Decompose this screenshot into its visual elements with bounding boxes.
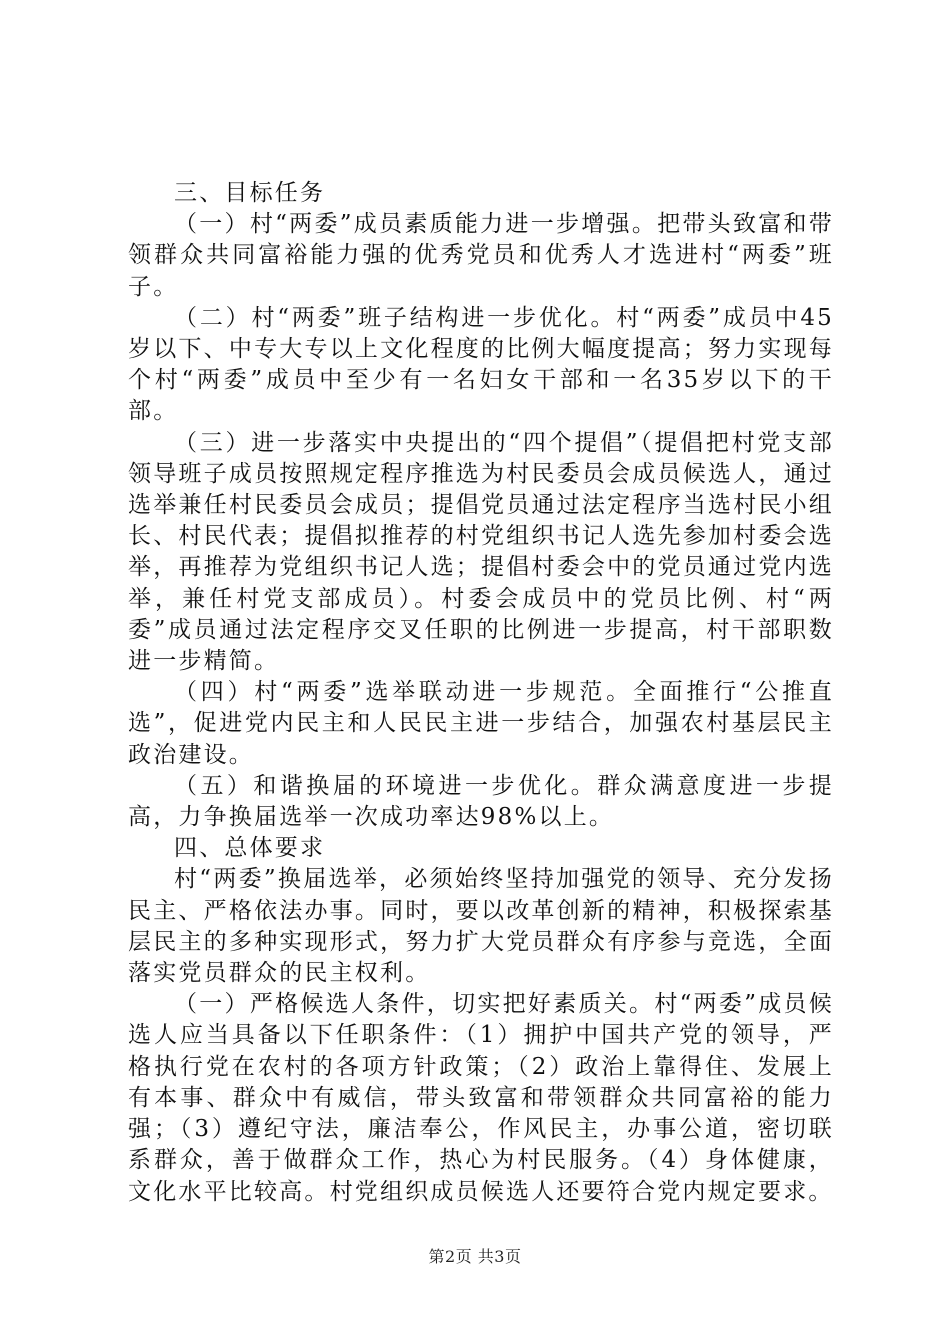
paragraph-target-4: （四）村“两委”选举联动进一步规范。全面推行“公推直选”，促进党内民主和人民民主进一步结合，加强农村基层民主政治建设。	[128, 679, 834, 768]
section-heading-targets: 三、目标任务	[174, 180, 326, 206]
document-body	[128, 178, 834, 1208]
page-footer: 第2页 共3页	[428, 1247, 522, 1266]
paragraph-target-1: （一）村“两委”成员素质能力进一步增强。把带头致富和带领群众共同富裕能力强的优秀党员和优秀人才选进村“两委”班子。	[128, 211, 834, 300]
paragraph-target-3: （三）进一步落实中央提出的“四个提倡”（提倡把村党支部领导班子成员按照规定程序推选为村民委员会成员候选人，通过选举兼任村民委员会成员；提倡党员通过法定程序当选村民小组长、村民代表；提倡拟推荐的村党组织书记人选先参加村委会选举，再推荐为党组织书记人选；提倡村委会中的党员通过党内选举，兼任村党支部成员）。村委会成员中的党员比例、村“两委”成员通过法定程序交叉任职的比例进一步提高，村干部职数进一步精简。	[128, 429, 834, 675]
paragraph-requirements-intro: 村“两委”换届选举，必须始终坚持加强党的领导、充分发扬民主、严格依法办事。同时，要以改革创新的精神，积极探索基层民主的多种实现形式，努力扩大党员群众有序参与竞选，全面落实党员群众的民主权利。	[128, 866, 834, 987]
paragraph-target-5: （五）和谐换届的环境进一步优化。群众满意度进一步提高，力争换届选举一次成功率达98%以上。	[128, 772, 834, 831]
paragraph-requirement-1: （一）严格候选人条件，切实把好素质关。村“两委”成员候选人应当具备以下任职条件：（1）拥护中国共产党的领导，严格执行党在农村的各项方针政策；（2）政治上靠得住、发展上有本事、群众中有威信，带头致富和带领群众共同富裕的能力强；（3）遵纪守法，廉洁奉公，作风民主，办事公道，密切联系群众，善于做群众工作，热心为村民服务。（4）身体健康，文化水平比较高。村党组织成员候选人还要符合党内规定要求。	[128, 991, 834, 1205]
paragraph-target-2: （二）村“两委”班子结构进一步优化。村“两委”成员中45岁以下、中专大专以上文化程度的比例大幅度提高；努力实现每个村“两委”成员中至少有一名妇女干部和一名35岁以下的干部。	[128, 304, 834, 425]
section-heading-requirements: 四、总体要求	[174, 835, 326, 862]
